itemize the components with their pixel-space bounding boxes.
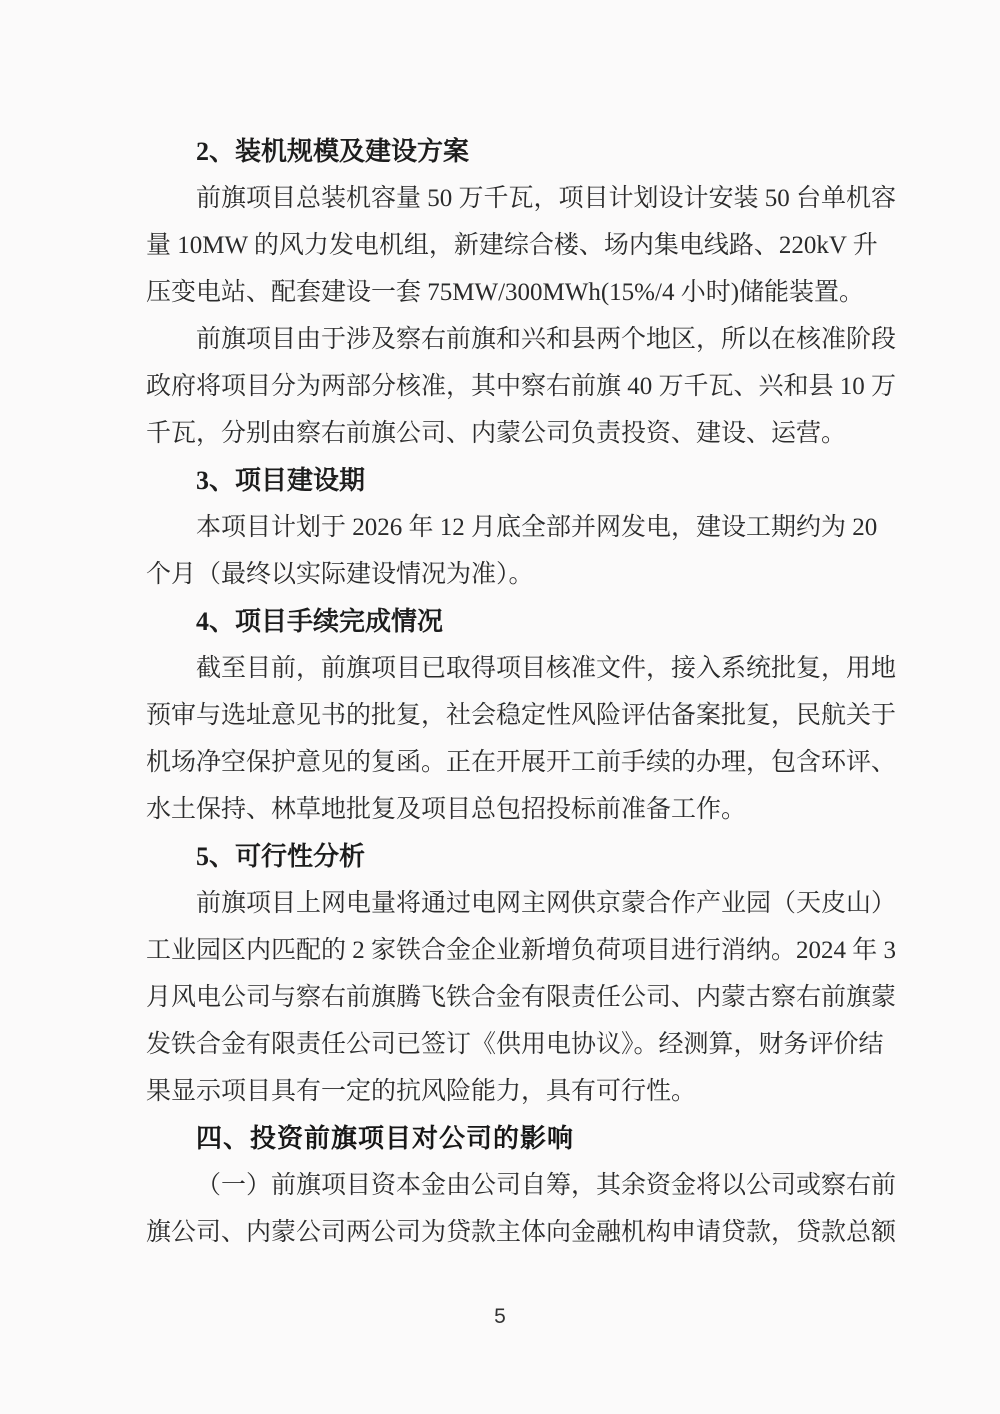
text-line: 前旗项目总装机容量 50 万千瓦，项目计划设计安装 50 台单机容 xyxy=(196,185,897,212)
paragraph-procedures-status xyxy=(146,645,897,833)
text-line: 工业园区内匹配的 2 家铁合金企业新增负荷项目进行消纳。2024 年 3 xyxy=(146,937,897,964)
text-line: （一）前旗项目资本金由公司自筹，其余资金将以公司或察右前 xyxy=(196,1172,897,1199)
text-line: 发铁合金有限责任公司已签订《供用电协议》。经测算，财务评价结 xyxy=(146,1031,884,1058)
text-line: 压变电站、配套建设一套 75MW/300MWh(15%/4 小时)储能装置。 xyxy=(146,279,865,306)
section-heading-2: 2、装机规模及建设方案 xyxy=(196,137,470,166)
text-line: 个月（最终以实际建设情况为准）。 xyxy=(146,561,534,588)
page-number: 5 xyxy=(494,1305,506,1328)
text-line: 预审与选址意见书的批复，社会稳定性风险评估备案批复，民航关于 xyxy=(146,702,897,729)
paragraph-construction-period xyxy=(146,504,878,598)
text-line: 机场净空保护意见的复函。正在开展开工前手续的办理，包含环评、 xyxy=(146,749,897,776)
text-line: 本项目计划于 2026 年 12 月底全部并网发电，建设工期约为 20 xyxy=(196,514,878,541)
text-line: 截至目前，前旗项目已取得项目核准文件，接入系统批复，用地 xyxy=(196,655,897,682)
text-line: 政府将项目分为两部分核准，其中察右前旗 40 万千瓦、兴和县 10 万 xyxy=(146,373,897,400)
paragraph-funding xyxy=(146,1162,897,1256)
section-heading-5: 5、可行性分析 xyxy=(196,842,366,871)
paragraph-feasibility xyxy=(146,880,897,1115)
text-line: 前旗项目上网电量将通过电网主网供京蒙合作产业园（天皮山） xyxy=(196,890,897,917)
text-line: 千瓦，分别由察右前旗公司、内蒙公司负责投资、建设、运营。 xyxy=(146,420,847,447)
paragraph-approval-split xyxy=(146,316,897,457)
page-content xyxy=(146,128,897,1256)
text-line: 前旗项目由于涉及察右前旗和兴和县两个地区，所以在核准阶段 xyxy=(196,326,897,353)
paragraph-install-scale xyxy=(146,175,897,316)
section-heading-impact: 四、投资前旗项目对公司的影响 xyxy=(196,1123,575,1153)
text-line: 水土保持、林草地批复及项目总包招投标前准备工作。 xyxy=(146,796,747,823)
text-line: 旗公司、内蒙公司两公司为贷款主体向金融机构申请贷款，贷款总额 xyxy=(146,1219,897,1246)
section-heading-4: 4、项目手续完成情况 xyxy=(196,607,444,636)
text-line: 月风电公司与察右前旗腾飞铁合金有限责任公司、内蒙古察右前旗蒙 xyxy=(146,984,897,1011)
text-line: 量 10MW 的风力发电机组，新建综合楼、场内集电线路、220kV 升 xyxy=(146,232,878,259)
text-line: 果显示项目具有一定的抗风险能力，具有可行性。 xyxy=(146,1078,697,1105)
section-heading-3: 3、项目建设期 xyxy=(196,466,366,495)
